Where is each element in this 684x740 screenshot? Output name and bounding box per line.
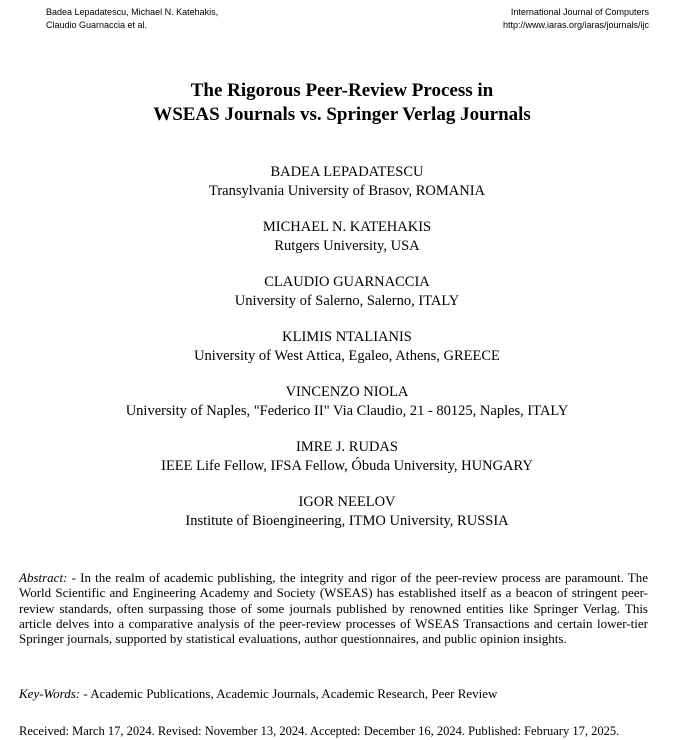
keywords-label: Key-Words: (19, 686, 81, 701)
header-authors-line1: Badea Lepadatescu, Michael N. Katehakis, (46, 7, 219, 17)
paper-title (0, 79, 684, 127)
title-line2: WSEAS Journals vs. Springer Verlag Journals (153, 104, 531, 125)
author-name: CLAUDIO GUARNACCIA (264, 274, 430, 290)
author-affiliation: University of West Attica, Egaleo, Athens, GREECE (194, 348, 500, 364)
keywords-text: - Academic Publications, Academic Journals, Academic Research, Peer Review (80, 686, 498, 701)
author-name: MICHAEL N. KATEHAKIS (262, 219, 432, 235)
title-line1: The Rigorous Peer-Review Process in (190, 80, 494, 101)
abstract-text: - In the realm of academic publishing, the integrity and rigor of the peer-review process are paramount. The World Scientific and Engineering Academy and Society (WSEAS) has established itself as a beacon of stringent peer-review standards, often surpassing those of some journals published by renowned entities like Springer Verlag. This article delves into a comparative analysis of the peer-review processes of WSEAS Transactions and certain lower-tier Springer journals, supported by statistical evaluations, author questionnaires, and public opinion insights. (19, 570, 648, 647)
header-authors-line2: Claudio Guarnaccia et al. (46, 20, 148, 30)
abstract (19, 570, 648, 646)
keywords (19, 686, 659, 702)
author-affiliation: Rutgers University, USA (274, 238, 420, 254)
publication-dates: Received: March 17, 2024. Revised: November 13, 2024. Accepted: December 16, 2024. Published: February 17, 2025. (19, 724, 620, 738)
header-journal (503, 6, 649, 32)
author-affiliation: University of Naples, "Federico II" Via Claudio, 21 - 80125, Naples, ITALY (125, 403, 569, 419)
author-list (0, 163, 684, 548)
author-block (0, 163, 684, 218)
author-affiliation: Institute of Bioengineering, ITMO University, RUSSIA (185, 513, 509, 529)
author-block (0, 383, 684, 438)
author-name: BADEA LEPADATESCU (270, 164, 424, 180)
author-affiliation: IEEE Life Fellow, IFSA Fellow, Óbuda University, HUNGARY (161, 458, 533, 474)
author-block (0, 273, 684, 328)
author-block (0, 218, 684, 273)
author-affiliation: University of Salerno, Salerno, ITALY (234, 293, 460, 309)
author-name: IGOR NEELOV (298, 494, 396, 510)
journal-name: International Journal of Computers (510, 7, 649, 17)
author-affiliation: Transylvania University of Brasov, ROMANIA (208, 183, 486, 199)
author-name: VINCENZO NIOLA (285, 384, 409, 400)
author-block (0, 438, 684, 493)
author-name: IMRE J. RUDAS (296, 439, 398, 455)
author-name: KLIMIS NTALIANIS (282, 329, 412, 345)
running-header (46, 6, 649, 32)
journal-url[interactable]: http://www.iaras.org/iaras/journals/ijc (502, 20, 649, 30)
abstract-label: Abstract: (19, 570, 68, 585)
author-block (0, 493, 684, 548)
header-authors (46, 6, 218, 32)
author-block (0, 328, 684, 383)
